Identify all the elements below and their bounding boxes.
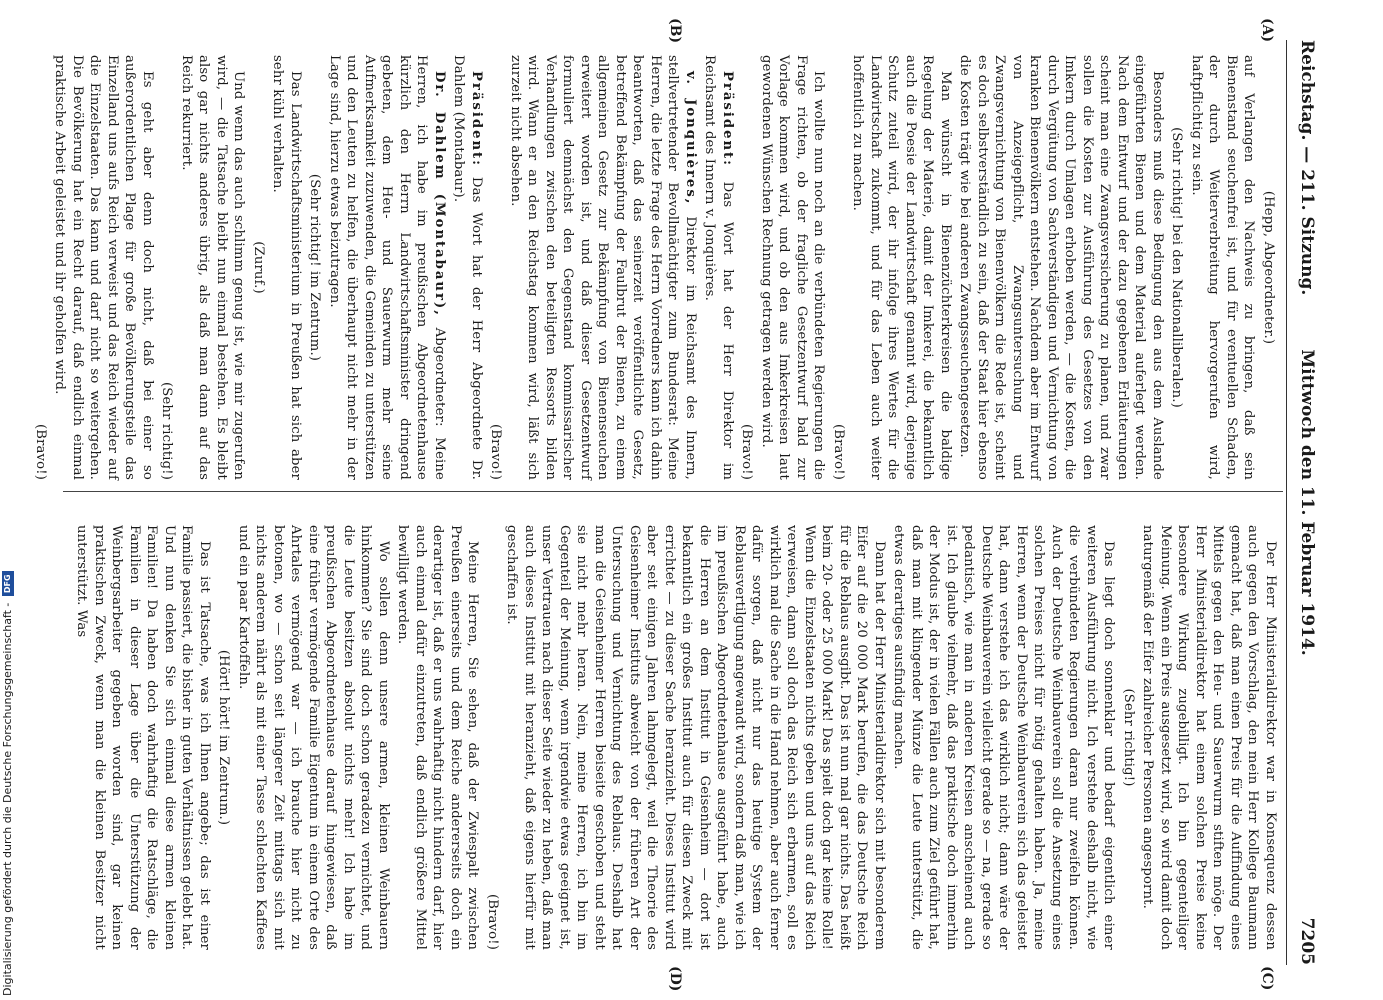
paragraph xyxy=(1188,55,1258,480)
paragraph xyxy=(394,525,482,950)
paragraph xyxy=(269,55,304,480)
paragraph-text: Meine Herren, Sie sehen, daß der Zwiespalt zwischen Preußen einerseits und dem Reiche andererseits doch ein derartiger ist, daß er uns wahrhaftig nicht hindern darf, hier auch einmal dafür einzutreten, daß endlich größere Mittel bewilligt werden. xyxy=(395,525,481,950)
paragraph xyxy=(758,55,828,480)
paragraph-text: (Hört! hört! im Zentrum.) xyxy=(216,649,232,826)
paragraph xyxy=(326,55,449,480)
paragraph-text: Direktor im Reichsamt des Innern, stellvertretender Bevollmächtigter zum Bundesrat: Meine Herren, die letzte Frage des Herrn Vorredners kann ich dahin beantworten, daß das seinerzeit veröffentlichte Gesetz, betreffend Bekämpfung der Faulbrut der Bienen, zu einem allgemeinen Gesetz zur Bekämpfung von Bienenseuchen erweitert worden ist, und daß dieser Gesetzentwurf formuliert demnächst den Gegenstand kommissarischer Verhandlungen zwischen den beteiligten Ressorts bilden wird. Wann er an den Reichstag kommen wird, läßt sich zurzeit nicht absehen. xyxy=(508,55,698,480)
page-header xyxy=(1289,40,1317,965)
header-rule xyxy=(1286,40,1287,965)
paragraph xyxy=(849,55,954,480)
interjection xyxy=(738,55,756,480)
margin-marker-c: (C) xyxy=(1259,966,1275,991)
interjection xyxy=(1260,55,1278,480)
speaker-name: Präsident: xyxy=(720,71,735,168)
paragraph xyxy=(450,55,485,480)
speaker-name: Präsident: xyxy=(469,71,484,168)
interjection xyxy=(306,55,324,480)
paragraph-text: Wo sollen denn unsere armen, kleinen Weinbauern hinkommen? Sie sind doch schon geradezu vernichtet, und die Leute besitzen absolut nichts mehr! Ich habe im preußischen Abgeordnetenhause darauf hingewiesen, daß eine früher vermögende Familie Eigentum in einem Orte des Ahrtales vermögend war — ich brauche hier nicht zu betonen, wo — schon seit längerer Zeit mittags sich mit nichts anderem nährt als mit einer Tasse schlechten Kaffees und ein paar Kartoffeln. xyxy=(236,525,391,950)
interjection xyxy=(215,525,233,950)
paragraph-text: (Bravo!) xyxy=(33,423,48,480)
paragraph-text: Das Wort hat der Herr Abgeordnete Dr. Dahlem (Montabaur). xyxy=(451,55,484,480)
interjection xyxy=(32,55,50,480)
paragraph xyxy=(956,55,1166,480)
paragraph-text: Ich wollte nun noch an die verbündeten Regierungen die Frage richten, ob der fragliche Gesetzentwurf bald zur Vorlage kommen wird, und ob den aus Imkerkreisen laut gewordenen Wünschen Rechnung getragen werden wird. xyxy=(759,55,827,480)
paragraph-text: Dann hat der Herr Ministerialdirektor sich mit besonderem Eifer auf die 20 000 Mark berufen, die das Deutsche Reich für die Reblaus ausgibt. Das ist nun mal gar nichts. Das heißt beim 20- oder 25 000 Mark! Das spielt doch gar keine Rolle! Wenn die Einzelstaaten nichts geben und uns auf das Reich verweisen, dann soll doch das Reich sich erbarmen, soll es wirklich mal die Sache in die Hand nehmen, aber auch ferner dafür sorgen, daß nicht nur das heutige System der Reblausvertilgung angewandt wird, sondern daß man, wie ich im preußischen Abgeordnetenhause ausgeführt habe, auch die Herren an dem Institut in Geisenheim — dort ist bekanntlich ein großes Institut auch für diesen Zweck mit errichtet — zu dieser Sache heranzieht. Dieses Institut wird aber seit einigen Jahren lahmgelegt, weil die Theorie des Geisenheimer Instituts abweicht von der früheren Art der Untersuchung und Vernichtung des Reblaus. Deshalb hat man die Geisenheimer Herren beiseite geschoben und steht sie nicht mehr heran. Nein, meine Herren, ich bin im Gegenteil der Meinung, wenn irgendwie etwas geeignet ist, unser Vertrauen nach dieser Seite wieder zu heben, daß man auch dieses Institut mit heranzieht, daß eigens hierfür mit geschaffen ist. xyxy=(504,525,887,950)
left-column xyxy=(30,55,1280,480)
paragraph-text: (Sehr richtig! im Zentrum.) xyxy=(307,173,323,362)
paragraph-text: Besonders muß diese Bedingung den aus dem Auslande eingeführten Bienen und dem Material auferlegt werden. Nach dem Entwurf und der dazu gegebenen Erläuterungen scheint man eine Zwangsversicherung zu planen, und zwar sollen die Kosten zur Ausführung des Gesetzes von den Imkern durch Umlagen erhoben werden, — die Kosten, die durch Vergütung von Sachverständigen und Vernichtung von kranken Bienenvölkern entstehen. Nachdem aber im Entwurf von Anzeigepflicht, Zwangsuntersuchung und Zwangsvernichtung von Bienenvölkern die Rede ist, scheint es doch selbstverständlich zu sein, daß der Staat hier ebenso die Kosten trägt wie bei anderen Zwangsseuchengesetzen. xyxy=(957,55,1165,480)
paragraph-text: auf Verlangen den Nachweis zu bringen, daß sein Bienenstand seuchenfrei ist, und für eventuellen Schaden, der durch Weiterverbreitung hervorgerufen wird, haftpflichtig zu sein. xyxy=(1189,55,1257,480)
paragraph xyxy=(1139,525,1279,950)
paragraph xyxy=(503,525,888,950)
paragraph xyxy=(178,55,248,480)
paragraph-text: Der Herr Ministerialdirektor war in Konsequenz dessen auch gegen den Vorschlag, den mein Herr Kollege Baumann gemacht hat, daß man einen Preis für die Auffindung eines Mittels gegen den Heu- und Sauerwurm stiften möge. Der Herr Ministerialdirektor hat einem solchen Preise keine besondere Wirkung zugebilligt. Ich bin gegenteiliger Meinung. Wenn ein Preis ausgesetzt wird, so wird damit doch naturgemäß der Eifer zahlreicher Personen angespornt. xyxy=(1140,525,1278,950)
paragraph-text: Man wünscht in Bienenzüchterkreisen die baldige Regelung der Materie, damit der Imkerei, die bekanntlich auch die Poesie der Landwirtschaft genannt wird, derjenige Schutz zuteil wird, der ihr infolge ihres Wertes für die Landwirtschaft zukommt, und für das Leben auch weiter hoffentlich zu machen. xyxy=(850,55,953,480)
paragraph-text: (Bravo!) xyxy=(488,423,504,480)
right-column xyxy=(71,525,1279,950)
column-divider xyxy=(63,491,1283,492)
speaker-name: Dr. Dahlem (Montabaur), xyxy=(432,71,447,317)
paragraph-text: Das liegt doch sonnenklar und bedarf eigentlich einer weiteren Ausführung nicht. Ich verstehe deshalb nicht, wie die verbündeten Regierungen daran nur zweifeln können. Auch der Deutsche Weinbauverein soll die Ansetzung eines solchen Preises nicht für nötig gehalten haben. Ja, meine Herren, wenn der Deutsche Weinbauverein sich das geleistet hat, dann verstehe ich das wirklich nicht; dann wäre der Deutsche Weinbauverein vielleicht gerade so — na, gerade so pedantisch, wie man in anderen Kreisen anscheinend auch ist. Ich glaube vielmehr, daß das praktische doch immerhin der Modus ist, der in vielen Fällen auch zum Ziel geführt hat, daß man mit klingender Münze die Leute unterstützt, die etwas derartiges ausfindig machen. xyxy=(891,525,1117,950)
interjection xyxy=(1120,525,1138,950)
paragraph-text: (Sehr richtig! bei den Nationalliberalen.) xyxy=(1169,127,1185,408)
interjection xyxy=(1168,55,1186,480)
paragraph xyxy=(51,55,156,480)
paragraph-text: Das ist Tatsache, was ich Ihnen angebe; das ist einer Familie passiert, die bisher in guten Verhältnissen gelebt hat. Und nun denken Sie sich einmal diese armen kleinen Familien! Da haben doch wahrhaftig die Ratschläge, die Familien in dieser Lage über die Unterstützung der Weinbergsarbeiter gegeben worden sind, gar keinen praktischen Zweck, wenn man die kleinen Besitzer nicht unterstützt. Was xyxy=(74,525,212,950)
paragraph-text: (Bravo!) xyxy=(739,423,755,480)
interjection xyxy=(487,55,505,480)
interjection xyxy=(158,55,176,480)
paragraph-text: (Bravo!) xyxy=(485,893,500,950)
paragraph-text: Das Landwirtschaftsministerium in Preußen hat sich aber sehr kühl verhalten. xyxy=(270,55,303,480)
paragraph xyxy=(73,525,213,950)
paragraph xyxy=(890,525,1118,950)
interjection xyxy=(830,55,848,480)
paragraph-text: (Hepp, Abgeordneter.) xyxy=(1261,190,1276,345)
speaker-name: v. Jonquières, xyxy=(683,71,698,206)
dfg-logo: DFG xyxy=(2,571,14,596)
margin-marker-a: (A) xyxy=(1259,18,1275,43)
paragraph xyxy=(701,55,736,480)
interjection xyxy=(250,55,268,480)
paragraph-text: (Bravo!) xyxy=(831,423,846,480)
margin-marker-b: (B) xyxy=(667,18,683,44)
interjection xyxy=(484,525,502,950)
paragraph-text: (Zuruf.) xyxy=(251,241,266,294)
paragraph-text: (Sehr richtig!) xyxy=(159,381,175,480)
header-date: Mittwoch den 11. Februar 1914. xyxy=(1297,349,1317,656)
page-number: 7205 xyxy=(1297,917,1317,965)
header-session: Reichstag. — 211. Sitzung. xyxy=(1297,40,1317,296)
paragraph-text: Es geht aber denn doch nicht, daß bei einer so außerordentlichen Plage für große Bevölkerungsteile das Einzelland uns aufs Reich verweist und das Reich wieder auf die Einzelstaaten. Das kann und darf nicht so weitergehen. Die Bevölkerung hat ein Recht darauf, daß endlich einmal praktische Arbeit geleistet und ihr geholfen wird. xyxy=(52,55,155,480)
margin-marker-d: (D) xyxy=(667,966,683,992)
paragraph-text: Abgeordneter: Meine Herren, ich habe im preußischen Abgeordnetenhause kürzlich den Herrn Landwirtschaftsminister dringend gebeten, dem Heu- und Sauerwurm mehr seine Aufmerksamkeit zuzuwenden, die Gemeinden zu unterstützen und den Leuten zu helfen, die überhaupt nicht mehr in der Lage sind, hierzu etwas beizutragen. xyxy=(327,55,447,480)
paragraph-text: Und wenn das auch schlimm genug ist, wie mir zugerufen wird, — die Tatsache bleibt nun einmal bestehen. Es bleibt also gar nichts anderes übrig, als daß man dann auf das Reich rekurriert. xyxy=(179,55,247,480)
paragraph xyxy=(235,525,393,950)
paragraph xyxy=(507,55,700,480)
paragraph-text: (Sehr richtig!) xyxy=(1121,688,1136,787)
paragraph-text: Das Wort hat der Herr Direktor im Reichsamt des Innern v. Jonquières. xyxy=(702,55,735,480)
funding-note: Digitalisierung gefördert durch die Deutsche Forschungsgemeinschaft - xyxy=(1,602,14,996)
